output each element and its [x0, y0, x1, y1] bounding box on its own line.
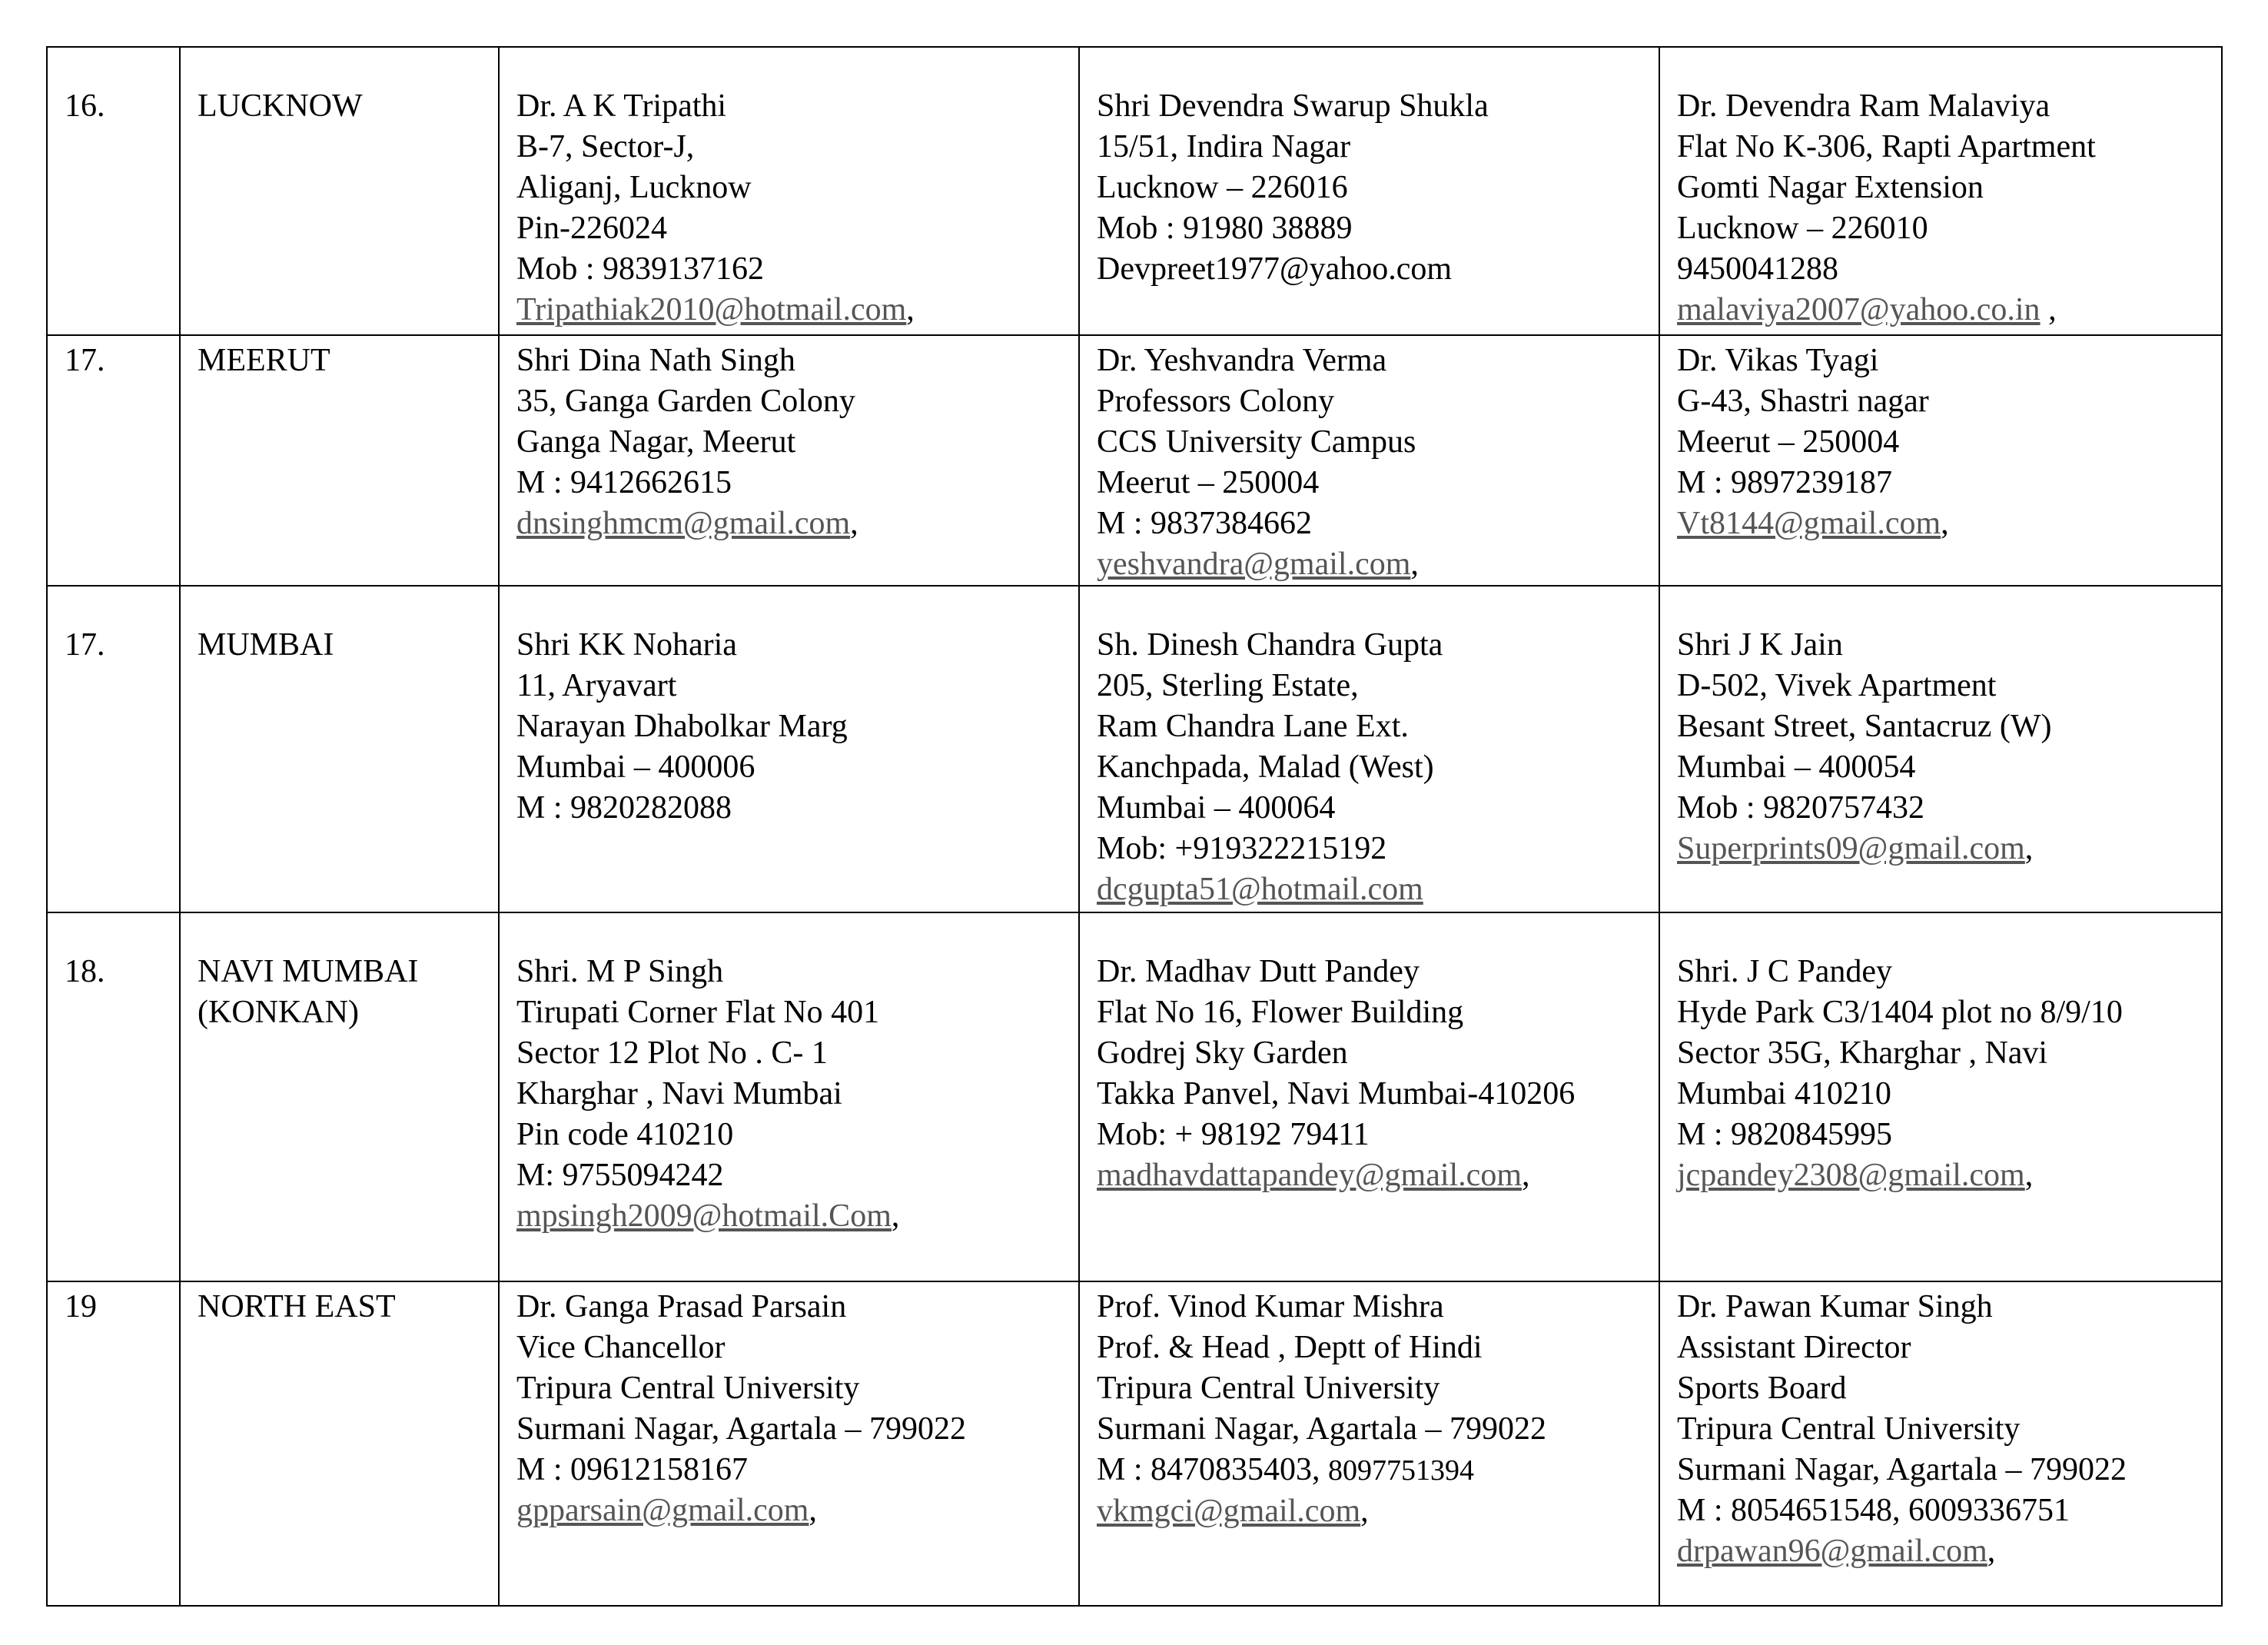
phone-line: M : 9412662615 [516, 465, 732, 500]
email-link[interactable]: dcgupta51@hotmail.com [1097, 872, 1423, 907]
address-line: Meerut – 250004 [1677, 424, 1900, 460]
email-line [1677, 503, 2204, 544]
address-line: Surmani Nagar, Agartala – 799022 [516, 1411, 967, 1447]
phone-line: M : 9837384662 [1097, 506, 1313, 541]
contact-name: Dr. A K Tripathi [516, 88, 727, 124]
address-line: Kanchpada, Malad (West) [1097, 749, 1434, 785]
contact-name: Dr. Vikas Tyagi [1677, 343, 1879, 378]
email-line [1097, 1491, 1642, 1532]
email-link[interactable]: Superprints09@gmail.com [1677, 831, 2025, 866]
phone-line: Mob: + 98192 79411 [1097, 1117, 1370, 1152]
address-line: Takka Panvel, Navi Mumbai-410206 [1097, 1076, 1576, 1112]
row-number: 16. [47, 47, 180, 335]
contact-cell [1079, 47, 1659, 335]
email-line [516, 503, 1061, 544]
email-line [516, 290, 1061, 331]
address-line: Flat No K-306, Rapti Apartment [1677, 129, 2096, 164]
email-link[interactable]: Vt8144@gmail.com [1677, 506, 1941, 541]
table-row [47, 586, 2222, 912]
city-name: MEERUT [198, 343, 330, 378]
email-link[interactable]: madhavdattapandey@gmail.com [1097, 1158, 1522, 1193]
address-line: Mumbai – 400064 [1097, 790, 1336, 826]
address-line: Lucknow – 226016 [1097, 170, 1348, 205]
email-link[interactable]: drpawan96@gmail.com [1677, 1534, 1987, 1569]
email-suffix: , [891, 1198, 900, 1234]
row-number: 17. [47, 586, 180, 912]
phone-line: M : 9897239187 [1677, 465, 1893, 500]
email-suffix: , [1987, 1534, 1996, 1569]
email-line [1677, 1531, 2204, 1572]
email-suffix: , [1410, 547, 1419, 582]
email-line [1677, 829, 2204, 869]
email-suffix: , [809, 1493, 817, 1528]
address-line: CCS University Campus [1097, 424, 1416, 460]
email-link[interactable]: gpparsain@gmail.com [516, 1493, 809, 1528]
address-line: Surmani Nagar, Agartala – 799022 [1097, 1411, 1547, 1447]
email-suffix: , [2024, 831, 2034, 866]
contact-name: Prof. Vinod Kumar Mishra [1097, 1289, 1444, 1324]
row-number: 17. [47, 335, 180, 586]
address-line: Sector 35G, Kharghar , Navi [1677, 1035, 2048, 1071]
email-link[interactable]: Tripathiak2010@hotmail.com [516, 292, 907, 327]
contact-name: Dr. Devendra Ram Malaviya [1677, 88, 2050, 124]
table-row [47, 912, 2222, 1281]
email-link[interactable]: malaviya2007@yahoo.co.in [1677, 292, 2041, 327]
address-line: Godrej Sky Garden [1097, 1035, 1348, 1071]
contact-name: Shri Dina Nath Singh [516, 343, 795, 378]
address-line: Aliganj, Lucknow [516, 170, 752, 205]
address-line: Professors Colony [1097, 384, 1335, 419]
phone-line: M : 9820845995 [1677, 1117, 1893, 1152]
row-number: 18. [47, 912, 180, 1281]
email-line [1097, 1155, 1642, 1196]
email-link[interactable]: yeshvandra@gmail.com [1097, 547, 1411, 582]
email-suffix: , [906, 292, 915, 327]
designation-line: Assistant Director [1677, 1330, 1911, 1365]
address-line: 15/51, Indira Nagar [1097, 129, 1351, 164]
address-line: Ram Chandra Lane Ext. [1097, 709, 1409, 744]
email-suffix: , [850, 506, 858, 541]
address-line: Tirupati Corner Flat No 401 [516, 995, 880, 1030]
contact-cell [1079, 335, 1659, 586]
phone-secondary: 8097751394 [1328, 1454, 1475, 1487]
phone-line: 9450041288 [1677, 251, 1838, 287]
contact-name: Shri Devendra Swarup Shukla [1097, 88, 1489, 124]
address-line: B-7, Sector-J, [516, 129, 695, 164]
address-line: Hyde Park C3/1404 plot no 8/9/10 [1677, 995, 2123, 1030]
address-line: Narayan Dhabolkar Marg [516, 709, 848, 744]
email-link[interactable]: jcpandey2308@gmail.com [1677, 1158, 2025, 1193]
contact-cell [1659, 335, 2222, 586]
address-line: 35, Ganga Garden Colony [516, 384, 855, 419]
contact-name: Shri J K Jain [1677, 627, 1843, 663]
address-line: Sector 12 Plot No . C- 1 [516, 1035, 828, 1071]
phone-line: Mob : 9839137162 [516, 251, 765, 287]
contact-cell [1079, 586, 1659, 912]
phone-line: M : 8054651548, 6009336751 [1677, 1493, 2070, 1528]
phone-line: M : 09612158167 [516, 1452, 749, 1487]
contact-cell [499, 912, 1079, 1281]
city-cell [180, 335, 499, 586]
address-line: Meerut – 250004 [1097, 465, 1320, 500]
address-line: Kharghar , Navi Mumbai [516, 1076, 842, 1112]
city-cell [180, 912, 499, 1281]
address-line: G-43, Shastri nagar [1677, 384, 1929, 419]
contact-name: Dr. Madhav Dutt Pandey [1097, 954, 1420, 989]
email-line [1677, 1155, 2204, 1196]
phone-line: M: 9755094242 [516, 1158, 724, 1193]
table-row [47, 335, 2222, 586]
email-line [516, 1490, 1061, 1531]
email-link[interactable]: dnsinghmcm@gmail.com [516, 506, 851, 541]
address-line: Ganga Nagar, Meerut [516, 424, 796, 460]
city-region: (KONKAN) [198, 995, 359, 1030]
email-line [1097, 869, 1642, 910]
email-plain: Devpreet1977@yahoo.com [1097, 251, 1453, 287]
address-line: Pin-226024 [516, 211, 668, 246]
contact-cell [1659, 586, 2222, 912]
phone-line: Mob : 9820757432 [1677, 790, 1925, 826]
address-line: Mumbai – 400006 [516, 749, 755, 785]
address-line: Besant Street, Santacruz (W) [1677, 709, 2052, 744]
contact-cell [1079, 1281, 1659, 1606]
contact-cell [499, 1281, 1079, 1606]
city-name: NAVI MUMBAI [198, 954, 419, 989]
contacts-table [46, 46, 2223, 1607]
address-line: 11, Aryavart [516, 668, 677, 703]
contact-cell [1659, 1281, 2222, 1606]
email-link[interactable]: vkmgci@gmail.com [1097, 1494, 1361, 1529]
designation-line: Prof. & Head , Deptt of Hindi [1097, 1330, 1483, 1365]
city-cell [180, 1281, 499, 1606]
contact-cell [499, 47, 1079, 335]
email-suffix: , [1941, 506, 1949, 541]
email-link[interactable]: mpsingh2009@hotmail.Com [516, 1198, 892, 1234]
row-number: 19 [47, 1281, 180, 1606]
contact-cell [499, 335, 1079, 586]
phone-line: M : 9820282088 [516, 790, 732, 826]
contact-name: Shri. J C Pandey [1677, 954, 1893, 989]
address-line: Gomti Nagar Extension [1677, 170, 1984, 205]
contact-cell [1079, 912, 1659, 1281]
address-line: D-502, Vivek Apartment [1677, 668, 1997, 703]
contact-name: Dr. Yeshvandra Verma [1097, 343, 1387, 378]
contact-cell [1659, 47, 2222, 335]
address-line: Surmani Nagar, Agartala – 799022 [1677, 1452, 2127, 1487]
phone-line [1097, 1450, 1642, 1491]
address-line: Tripura Central University [516, 1371, 860, 1406]
address-line: Lucknow – 226010 [1677, 211, 1928, 246]
email-line [1097, 544, 1642, 585]
contact-name: Dr. Pawan Kumar Singh [1677, 1289, 1993, 1324]
address-line: Tripura Central University [1097, 1371, 1440, 1406]
contact-cell [499, 586, 1079, 912]
address-line: Mumbai 410210 [1677, 1076, 1891, 1112]
city-cell [180, 47, 499, 335]
contact-name: Dr. Ganga Prasad Parsain [516, 1289, 847, 1324]
address-line: Mumbai – 400054 [1677, 749, 1916, 785]
address-line: 205, Sterling Estate, [1097, 668, 1359, 703]
contact-name: Shri KK Noharia [516, 627, 737, 663]
email-line [1677, 290, 2204, 331]
city-name: LUCKNOW [198, 88, 363, 124]
city-cell [180, 586, 499, 912]
address-line: Sports Board [1677, 1371, 1847, 1406]
email-suffix: , [2024, 1158, 2034, 1193]
city-name: NORTH EAST [198, 1289, 396, 1324]
address-line: Pin code 410210 [516, 1117, 734, 1152]
address-line: Tripura Central University [1677, 1411, 2021, 1447]
email-suffix: , [1360, 1494, 1369, 1529]
email-suffix: , [2040, 292, 2057, 327]
email-suffix: , [1522, 1158, 1530, 1193]
table-row [47, 1281, 2222, 1606]
phone-main: M : 8470835403, [1097, 1452, 1329, 1487]
email-line [516, 1196, 1061, 1237]
designation-line: Vice Chancellor [516, 1330, 726, 1365]
address-line: Flat No 16, Flower Building [1097, 995, 1464, 1030]
city-name: MUMBAI [198, 627, 334, 663]
contact-cell [1659, 912, 2222, 1281]
contact-name: Sh. Dinesh Chandra Gupta [1097, 627, 1443, 663]
contact-name: Shri. M P Singh [516, 954, 724, 989]
table-row [47, 47, 2222, 335]
phone-line: Mob : 91980 38889 [1097, 211, 1353, 246]
phone-line: Mob: +919322215192 [1097, 831, 1387, 866]
